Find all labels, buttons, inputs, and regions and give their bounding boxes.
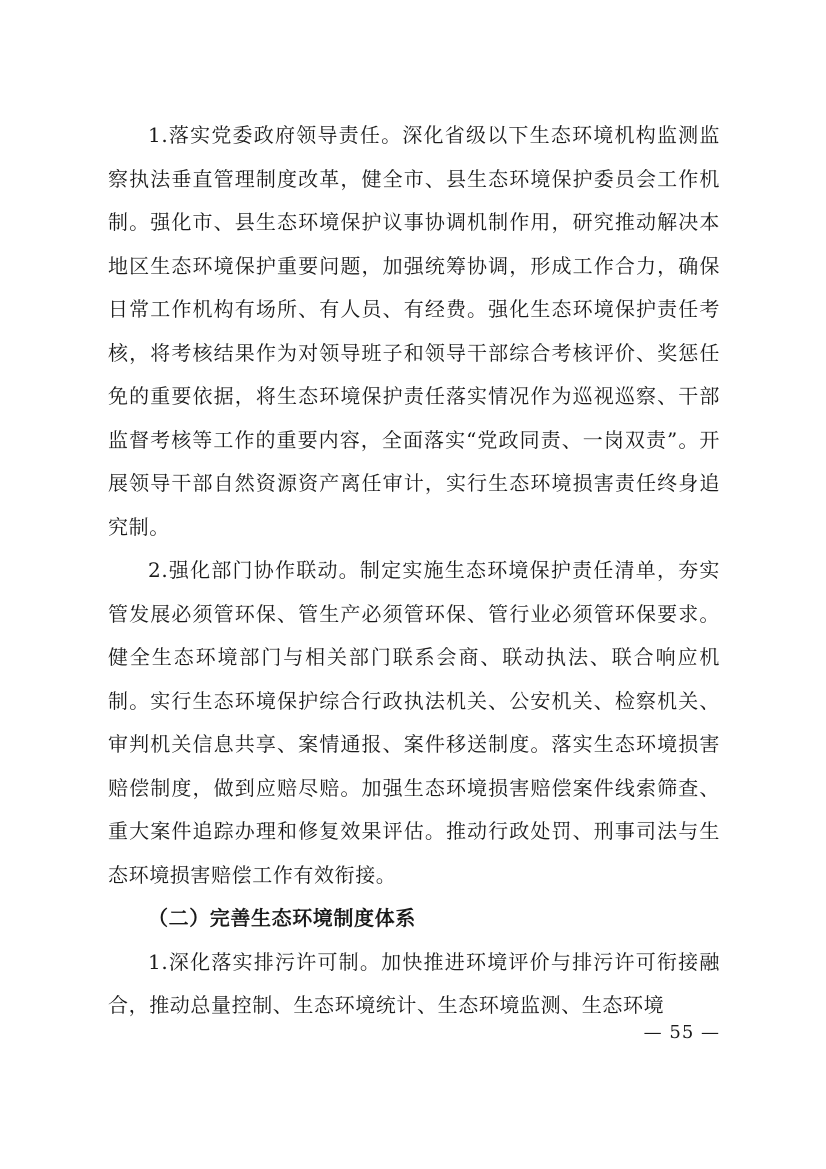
paragraph-department-coordination: 2.强化部门协作联动。制定实施生态环境保护责任清单，夯实管发展必须管环保、管生产必须管环保、管行业必须管环保要求。健全生态环境部门与相关部门联系会商、联动执法、联合响应机制。实行生态环境保护综合行政执法机关、公安机关、检察机关、审判机关信息共享、案情通报、案件移送制度。落实生态环境损害赔偿制度，做到应赔尽赔。加强生态环境损害赔偿案件线索筛查、重大案件追踪办理和修复效果评估。推动行政处罚、刑事司法与生态环境损害赔偿工作有效衔接。 <box>108 558 720 887</box>
body-text <box>108 114 720 1028</box>
section-heading: （二）完善生态环境制度体系 <box>148 906 416 930</box>
paragraph-pollution-permit: 1.深化落实排污许可制。加快推进环境评价与排污许可衔接融合，推动总量控制、生态环境统计、生态环境监测、生态环境 <box>108 949 720 1017</box>
page-number: — 55 — <box>643 1022 720 1043</box>
paragraph-party-responsibility: 1.落实党委政府领导责任。深化省级以下生态环境机构监测监察执法垂直管理制度改革，健全市、县生态环境保护委员会工作机制。强化市、县生态环境保护议事协调机制作用，研究推动解决本地区生态环境保护重要问题，加强统筹协调，形成工作合力，确保日常工作机构有场所、有人员、有经费。强化生态环境保护责任考核，将考核结果作为对领导班子和领导干部综合考核评价、奖惩任免的重要依据，将生态环境保护责任落实情况作为巡视巡察、干部监督考核等工作的重要内容，全面落实“党政同责、一岗双责”。开展领导干部自然资源资产离任审计，实行生态环境损害责任终身追究制。 <box>108 123 720 539</box>
